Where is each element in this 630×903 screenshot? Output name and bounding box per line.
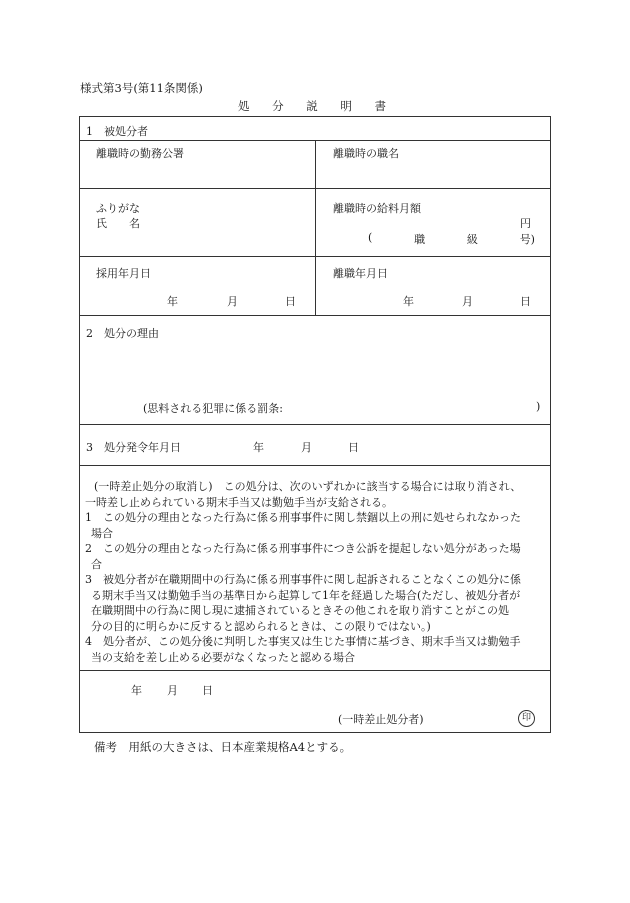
penalty-clause-label: (思料される犯罪に係る罰条: — [143, 402, 283, 415]
leave-day-unit: 日 — [520, 295, 531, 308]
grade-go: 号) — [519, 233, 535, 246]
title-char: 明 — [340, 99, 352, 113]
leave-month-unit: 月 — [462, 295, 473, 308]
notice-line: 一時差し止められている期末手当又は勤勉手当が支給される。 — [85, 495, 393, 509]
order-year-unit: 年 — [253, 441, 264, 454]
grade-shoku: 職 — [414, 233, 426, 246]
notice-line: 1 この処分の理由となった行為に係る刑事事件に関し禁錮以上の刑に処せられなかった — [85, 511, 521, 524]
hire-day-unit: 日 — [285, 295, 296, 308]
section2-heading: 2 処分の理由 — [86, 327, 159, 340]
sign-year-unit: 年 — [131, 684, 142, 697]
divider — [79, 315, 551, 316]
notice-line: 合 — [91, 557, 102, 571]
notice-line: る期末手当又は勤勉手当の基準日から起算して1年を経過した場合(ただし、被処分者が — [91, 588, 521, 602]
title-char: 分 — [272, 99, 284, 113]
section3-heading: 3 処分発令年月日 — [86, 441, 181, 454]
notice-line: 2 この処分の理由となった行為に係る刑事事件につき公訴を提起しない処分があった場 — [85, 542, 521, 555]
sign-day-unit: 日 — [202, 684, 213, 697]
notice-line: 分の目的に明らかに反すると認められるときは、この限りではない。) — [91, 619, 431, 633]
salary-label: 離職時の給料月額 — [333, 202, 421, 215]
section1-heading: 1 被処分者 — [86, 125, 148, 138]
leave-year-unit: 年 — [403, 295, 414, 308]
name-char: 氏 — [96, 217, 107, 230]
column-divider — [315, 140, 316, 315]
notice-line: 3 被処分者が在職期間中の行為に係る刑事事件に関し起訴されることなくこの処分に係 — [85, 573, 521, 586]
notice-line: 当の支給を差し止める必要がなくなったと認める場合 — [91, 650, 355, 664]
order-day-unit: 日 — [348, 441, 359, 454]
penalty-clause-close: ) — [536, 400, 541, 413]
notice-line: (一時差止処分の取消し) この処分は、次のいずれかに該当する場合には取り消され、 — [94, 480, 522, 493]
title-char: 処 — [238, 99, 250, 113]
order-month-unit: 月 — [301, 441, 312, 454]
hire-month-unit: 月 — [227, 295, 238, 308]
position-label: 離職時の職名 — [333, 147, 399, 160]
grade-kyu: 級 — [466, 233, 478, 246]
divider — [79, 465, 551, 466]
workplace-label: 離職時の勤務公署 — [96, 147, 184, 160]
divider — [79, 670, 551, 671]
title-char: 説 — [306, 99, 318, 113]
form-label: 様式第3号(第11条関係) — [80, 81, 203, 95]
divider — [79, 424, 551, 425]
footer-note: 備考 用紙の大きさは、日本産業規格A4とする。 — [94, 740, 352, 754]
grade-open: ( — [368, 231, 373, 244]
hire-year-unit: 年 — [167, 295, 178, 308]
name-label — [96, 215, 140, 231]
document-title — [238, 98, 386, 114]
yen-unit: 円 — [520, 217, 531, 230]
notice-line: 4 処分者が、この処分後に判明した事実又は生じた事情に基づき、期末手当又は勤勉手 — [85, 635, 521, 648]
notice-line: 在職期間中の行為に関し現に逮捕されているときその他これを取り消すことがこの処 — [91, 604, 509, 617]
grade-field — [368, 231, 535, 247]
notice-line: 場合 — [91, 526, 113, 540]
hire-date-label: 採用年月日 — [96, 267, 151, 280]
leave-date-label: 離職年月日 — [333, 267, 388, 280]
signer-label: (一時差止処分者) — [338, 713, 424, 726]
furigana-label: ふりがな — [96, 202, 140, 215]
title-char: 書 — [374, 99, 386, 113]
name-char: 名 — [129, 217, 140, 230]
seal-mark: 印 — [518, 710, 535, 727]
sign-month-unit: 月 — [167, 684, 178, 697]
